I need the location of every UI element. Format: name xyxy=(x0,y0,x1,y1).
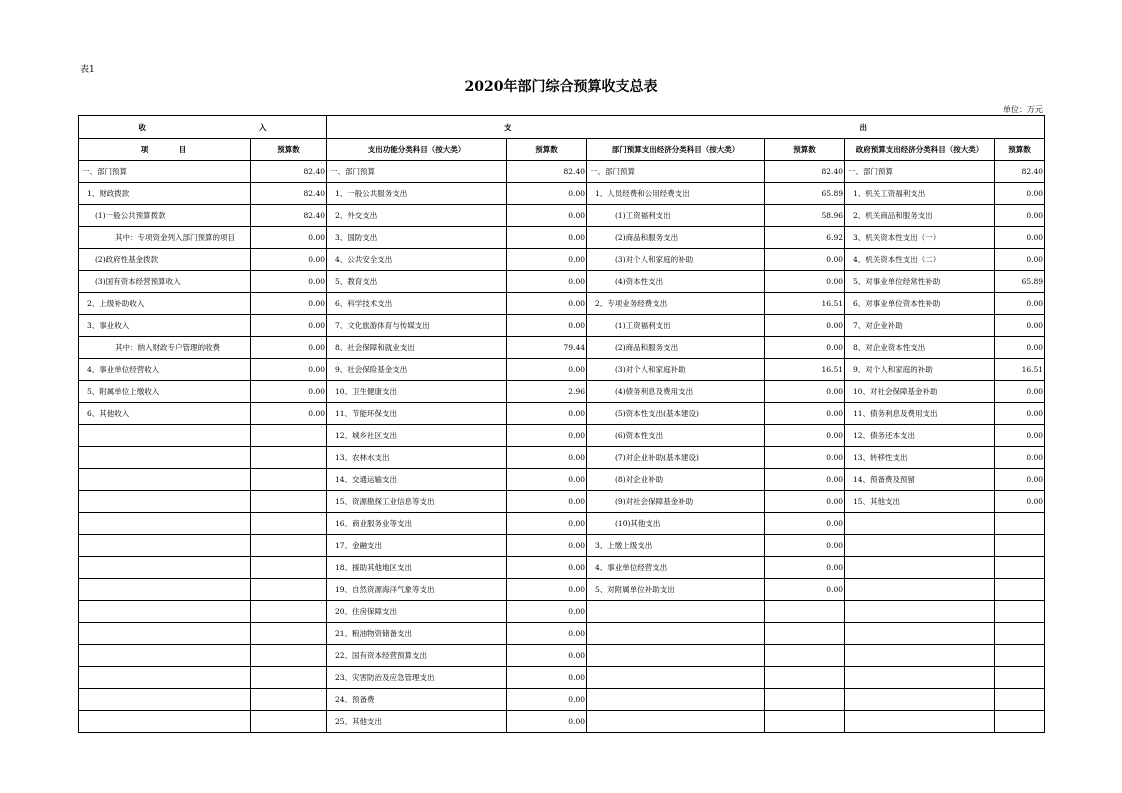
income-header-char-1: 收 xyxy=(138,122,146,132)
income-budget-cell xyxy=(251,579,327,601)
func-budget-cell: 0.00 xyxy=(507,579,587,601)
dept-econ-item-cell: (10)其他支出 xyxy=(587,513,765,535)
table-row xyxy=(79,337,1045,359)
gov-econ-item-cell: 6、对事业单位资本性补助 xyxy=(845,293,995,315)
gov-econ-item-cell: 5、对事业单位经常性补助 xyxy=(845,271,995,293)
func-budget-cell: 82.40 xyxy=(507,161,587,183)
income-item-cell xyxy=(79,557,251,579)
table-row xyxy=(79,315,1045,337)
income-item-cell xyxy=(79,689,251,711)
income-item-cell xyxy=(79,535,251,557)
gov-econ-budget-cell: 0.00 xyxy=(995,381,1045,403)
income-item-cell: 2、上级补助收入 xyxy=(79,293,251,315)
dept-econ-item-cell: 3、上缴上级支出 xyxy=(587,535,765,557)
func-item-cell: 14、交通运输支出 xyxy=(327,469,507,491)
income-item-cell xyxy=(79,447,251,469)
dept-econ-item-cell: (1)工资福利支出 xyxy=(587,315,765,337)
func-item-cell: 一、部门预算 xyxy=(327,161,507,183)
table-row xyxy=(79,293,1045,315)
func-item-cell: 15、资源勘探工业信息等支出 xyxy=(327,491,507,513)
func-item-cell: 17、金融支出 xyxy=(327,535,507,557)
income-item-cell xyxy=(79,425,251,447)
section-header-row xyxy=(79,116,1045,139)
dept-econ-budget-cell: 0.00 xyxy=(765,469,845,491)
dept-econ-budget-cell: 58.96 xyxy=(765,205,845,227)
income-item-cell xyxy=(79,491,251,513)
table-row xyxy=(79,359,1045,381)
func-budget-cell: 0.00 xyxy=(507,513,587,535)
income-item-cell xyxy=(79,579,251,601)
income-item-cell: (2)政府性基金拨款 xyxy=(79,249,251,271)
dept-econ-budget-cell xyxy=(765,689,845,711)
income-budget-cell: 0.00 xyxy=(251,337,327,359)
gov-econ-budget-cell: 16.51 xyxy=(995,359,1045,381)
dept-econ-budget-cell: 6.92 xyxy=(765,227,845,249)
func-item-cell: 25、其他支出 xyxy=(327,711,507,733)
dept-econ-item-cell: 4、事业单位经营支出 xyxy=(587,557,765,579)
dept-econ-item-cell: (7)对企业补助(基本建设) xyxy=(587,447,765,469)
dept-econ-item-cell xyxy=(587,667,765,689)
dept-econ-budget-cell: 65.89 xyxy=(765,183,845,205)
dept-econ-budget-cell: 82.40 xyxy=(765,161,845,183)
income-section-header xyxy=(79,116,327,139)
income-header-char-2: 入 xyxy=(259,122,267,132)
table-row xyxy=(79,623,1045,645)
gov-econ-budget-cell xyxy=(995,645,1045,667)
func-budget-cell: 0.00 xyxy=(507,491,587,513)
budget-table xyxy=(78,115,1045,733)
func-budget-cell: 0.00 xyxy=(507,425,587,447)
income-budget-cell: 82.40 xyxy=(251,183,327,205)
gov-econ-item-cell xyxy=(845,535,995,557)
func-budget-cell: 0.00 xyxy=(507,315,587,337)
income-item-cell xyxy=(79,645,251,667)
dept-econ-budget-cell: 0.00 xyxy=(765,579,845,601)
func-budget-cell: 0.00 xyxy=(507,711,587,733)
table-row xyxy=(79,557,1045,579)
income-item-cell: 5、附属单位上缴收入 xyxy=(79,381,251,403)
func-budget-cell: 0.00 xyxy=(507,205,587,227)
gov-econ-item-cell: 10、对社会保障基金补助 xyxy=(845,381,995,403)
gov-econ-item-cell: 8、对企业资本性支出 xyxy=(845,337,995,359)
func-budget-cell: 0.00 xyxy=(507,601,587,623)
func-item-cell: 6、科学技术支出 xyxy=(327,293,507,315)
dept-econ-budget-cell: 0.00 xyxy=(765,491,845,513)
dept-econ-budget-cell: 0.00 xyxy=(765,557,845,579)
dept-econ-budget-cell xyxy=(765,645,845,667)
income-budget-cell xyxy=(251,623,327,645)
func-budget-cell: 0.00 xyxy=(507,557,587,579)
func-item-cell: 21、粮油物资储备支出 xyxy=(327,623,507,645)
table-row xyxy=(79,425,1045,447)
dept-econ-item-cell: (1)工资福利支出 xyxy=(587,205,765,227)
func-budget-cell: 0.00 xyxy=(507,271,587,293)
func-item-cell: 16、商业服务业等支出 xyxy=(327,513,507,535)
table-row xyxy=(79,513,1045,535)
gov-econ-item-cell: 14、预备费及预留 xyxy=(845,469,995,491)
func-budget-cell: 0.00 xyxy=(507,403,587,425)
func-budget-cell: 0.00 xyxy=(507,645,587,667)
table-row xyxy=(79,535,1045,557)
dept-econ-item-cell: (8)对企业补助 xyxy=(587,469,765,491)
dept-econ-item-cell: (4)债务利息及费用支出 xyxy=(587,381,765,403)
dept-econ-budget-cell: 0.00 xyxy=(765,535,845,557)
income-budget-cell: 0.00 xyxy=(251,381,327,403)
func-budget-cell: 0.00 xyxy=(507,469,587,491)
dept-econ-item-cell: 5、对附属单位补助支出 xyxy=(587,579,765,601)
gov-econ-item-cell xyxy=(845,557,995,579)
dept-econ-item-cell xyxy=(587,689,765,711)
func-budget-cell: 0.00 xyxy=(507,359,587,381)
table-row xyxy=(79,403,1045,425)
gov-econ-budget-cell: 0.00 xyxy=(995,425,1045,447)
dept-econ-budget-cell: 0.00 xyxy=(765,249,845,271)
dept-econ-budget-cell: 16.51 xyxy=(765,293,845,315)
dept-econ-item-cell xyxy=(587,711,765,733)
func-budget-cell: 0.00 xyxy=(507,667,587,689)
gov-econ-item-cell: 11、债务利息及费用支出 xyxy=(845,403,995,425)
dept-econ-budget-cell: 0.00 xyxy=(765,447,845,469)
func-budget-cell: 79.44 xyxy=(507,337,587,359)
gov-econ-item-cell xyxy=(845,513,995,535)
dept-econ-item-cell: (4)资本性支出 xyxy=(587,271,765,293)
gov-econ-item-cell xyxy=(845,711,995,733)
dept-econ-budget-cell: 0.00 xyxy=(765,271,845,293)
gov-econ-budget-cell xyxy=(995,623,1045,645)
dept-econ-budget-cell: 0.00 xyxy=(765,403,845,425)
income-item-cell: 3、事业收入 xyxy=(79,315,251,337)
table-row xyxy=(79,491,1045,513)
col-header-gov-econ: 政府预算支出经济分类科目（按大类） xyxy=(845,139,995,161)
gov-econ-budget-cell: 0.00 xyxy=(995,183,1045,205)
gov-econ-item-cell: 3、机关资本性支出（一） xyxy=(845,227,995,249)
income-budget-cell xyxy=(251,513,327,535)
col-header-func: 支出功能分类科目（按大类） xyxy=(327,139,507,161)
table-row xyxy=(79,271,1045,293)
func-item-cell: 2、外交支出 xyxy=(327,205,507,227)
gov-econ-item-cell xyxy=(845,579,995,601)
gov-econ-item-cell xyxy=(845,667,995,689)
dept-econ-item-cell xyxy=(587,645,765,667)
func-item-cell: 18、援助其他地区支出 xyxy=(327,557,507,579)
expense-section-header xyxy=(327,116,1045,139)
table-row xyxy=(79,667,1045,689)
gov-econ-item-cell: 7、对企业补助 xyxy=(845,315,995,337)
income-budget-cell xyxy=(251,491,327,513)
table-number: 表1 xyxy=(80,65,95,75)
dept-econ-budget-cell xyxy=(765,601,845,623)
column-header-row xyxy=(79,139,1045,161)
income-budget-cell xyxy=(251,689,327,711)
gov-econ-budget-cell xyxy=(995,689,1045,711)
func-budget-cell: 0.00 xyxy=(507,447,587,469)
income-item-cell: (1)一般公共预算拨款 xyxy=(79,205,251,227)
income-budget-cell: 0.00 xyxy=(251,271,327,293)
income-item-cell xyxy=(79,623,251,645)
gov-econ-budget-cell: 0.00 xyxy=(995,315,1045,337)
func-budget-cell: 0.00 xyxy=(507,183,587,205)
income-budget-cell: 0.00 xyxy=(251,403,327,425)
dept-econ-item-cell: 一、部门预算 xyxy=(587,161,765,183)
table-row xyxy=(79,689,1045,711)
dept-econ-item-cell: (6)资本性支出 xyxy=(587,425,765,447)
col-header-dept-econ: 部门预算支出经济分类科目（按大类） xyxy=(587,139,765,161)
income-budget-cell: 82.40 xyxy=(251,205,327,227)
expense-header-char-2: 出 xyxy=(859,122,868,132)
gov-econ-budget-cell: 0.00 xyxy=(995,337,1045,359)
func-budget-cell: 0.00 xyxy=(507,689,587,711)
dept-econ-item-cell: (2)商品和服务支出 xyxy=(587,337,765,359)
income-item-cell: 4、事业单位经营收入 xyxy=(79,359,251,381)
func-item-cell: 24、预备费 xyxy=(327,689,507,711)
table-row xyxy=(79,381,1045,403)
func-item-cell: 7、文化旅游体育与传媒支出 xyxy=(327,315,507,337)
func-item-cell: 3、国防支出 xyxy=(327,227,507,249)
func-budget-cell: 0.00 xyxy=(507,227,587,249)
gov-econ-item-cell xyxy=(845,645,995,667)
gov-econ-budget-cell xyxy=(995,667,1045,689)
income-budget-cell xyxy=(251,601,327,623)
col-header-budget2: 预算数 xyxy=(507,139,587,161)
gov-econ-item-cell: 4、机关资本性支出（二） xyxy=(845,249,995,271)
func-budget-cell: 0.00 xyxy=(507,249,587,271)
dept-econ-budget-cell: 0.00 xyxy=(765,381,845,403)
table-row xyxy=(79,579,1045,601)
col-header-budget4: 预算数 xyxy=(995,139,1045,161)
func-item-cell: 1、一般公共服务支出 xyxy=(327,183,507,205)
income-budget-cell xyxy=(251,667,327,689)
table-row xyxy=(79,161,1045,183)
dept-econ-item-cell: (9)对社会保障基金补助 xyxy=(587,491,765,513)
gov-econ-budget-cell: 0.00 xyxy=(995,205,1045,227)
func-item-cell: 22、国有资本经营预算支出 xyxy=(327,645,507,667)
table-row xyxy=(79,711,1045,733)
income-item-cell: 1、财政拨款 xyxy=(79,183,251,205)
func-item-cell: 8、社会保障和就业支出 xyxy=(327,337,507,359)
col-header-budget3: 预算数 xyxy=(765,139,845,161)
func-item-cell: 19、自然资源海洋气象等支出 xyxy=(327,579,507,601)
gov-econ-budget-cell xyxy=(995,557,1045,579)
gov-econ-budget-cell: 0.00 xyxy=(995,249,1045,271)
func-budget-cell: 0.00 xyxy=(507,293,587,315)
gov-econ-budget-cell: 0.00 xyxy=(995,447,1045,469)
col-header-item: 项 目 xyxy=(79,139,251,161)
gov-econ-budget-cell: 65.89 xyxy=(995,271,1045,293)
gov-econ-item-cell xyxy=(845,601,995,623)
dept-econ-budget-cell: 16.51 xyxy=(765,359,845,381)
expense-header-char-1: 支 xyxy=(504,122,512,132)
dept-econ-budget-cell: 0.00 xyxy=(765,425,845,447)
income-item-cell: 6、其他收入 xyxy=(79,403,251,425)
gov-econ-item-cell: 12、债务还本支出 xyxy=(845,425,995,447)
income-budget-cell: 0.00 xyxy=(251,227,327,249)
gov-econ-budget-cell xyxy=(995,535,1045,557)
income-budget-cell: 0.00 xyxy=(251,359,327,381)
table-row xyxy=(79,183,1045,205)
income-item-cell: 一、部门预算 xyxy=(79,161,251,183)
income-budget-cell: 0.00 xyxy=(251,293,327,315)
income-budget-cell xyxy=(251,425,327,447)
dept-econ-budget-cell: 0.00 xyxy=(765,513,845,535)
dept-econ-item-cell xyxy=(587,601,765,623)
income-budget-cell xyxy=(251,535,327,557)
income-budget-cell xyxy=(251,469,327,491)
gov-econ-item-cell xyxy=(845,689,995,711)
income-budget-cell xyxy=(251,447,327,469)
dept-econ-item-cell: (2)商品和服务支出 xyxy=(587,227,765,249)
income-budget-cell: 82.40 xyxy=(251,161,327,183)
func-item-cell: 5、教育支出 xyxy=(327,271,507,293)
dept-econ-budget-cell xyxy=(765,623,845,645)
dept-econ-budget-cell xyxy=(765,711,845,733)
dept-econ-item-cell: 1、人员经费和公用经费支出 xyxy=(587,183,765,205)
dept-econ-item-cell: (5)资本性支出(基本建设) xyxy=(587,403,765,425)
table-row xyxy=(79,249,1045,271)
dept-econ-item-cell: (3)对个人和家庭补助 xyxy=(587,359,765,381)
dept-econ-budget-cell xyxy=(765,667,845,689)
func-item-cell: 20、住房保障支出 xyxy=(327,601,507,623)
gov-econ-budget-cell: 82.40 xyxy=(995,161,1045,183)
income-item-cell: 其中：纳入财政专户管理的收费 xyxy=(79,337,251,359)
income-budget-cell xyxy=(251,557,327,579)
func-item-cell: 13、农林水支出 xyxy=(327,447,507,469)
gov-econ-budget-cell xyxy=(995,513,1045,535)
income-item-cell xyxy=(79,601,251,623)
func-item-cell: 23、灾害防治及应急管理支出 xyxy=(327,667,507,689)
gov-econ-budget-cell: 0.00 xyxy=(995,491,1045,513)
func-budget-cell: 2.96 xyxy=(507,381,587,403)
gov-econ-item-cell: 2、机关商品和服务支出 xyxy=(845,205,995,227)
func-item-cell: 10、卫生健康支出 xyxy=(327,381,507,403)
table-row xyxy=(79,645,1045,667)
income-budget-cell: 0.00 xyxy=(251,315,327,337)
gov-econ-budget-cell: 0.00 xyxy=(995,293,1045,315)
gov-econ-budget-cell: 0.00 xyxy=(995,227,1045,249)
income-item-cell: (3)国有资本经营预算收入 xyxy=(79,271,251,293)
func-item-cell: 11、节能环保支出 xyxy=(327,403,507,425)
unit-label: 单位：万元 xyxy=(1003,105,1043,114)
table-row xyxy=(79,227,1045,249)
gov-econ-item-cell xyxy=(845,623,995,645)
func-budget-cell: 0.00 xyxy=(507,535,587,557)
income-item-cell: 其中：专项资金列入部门预算的项目 xyxy=(79,227,251,249)
func-item-cell: 9、社会保险基金支出 xyxy=(327,359,507,381)
gov-econ-item-cell: 15、其他支出 xyxy=(845,491,995,513)
income-item-cell xyxy=(79,469,251,491)
func-item-cell: 12、城乡社区支出 xyxy=(327,425,507,447)
func-budget-cell: 0.00 xyxy=(507,623,587,645)
gov-econ-budget-cell: 0.00 xyxy=(995,469,1045,491)
gov-econ-budget-cell: 0.00 xyxy=(995,403,1045,425)
gov-econ-item-cell: 1、机关工资福利支出 xyxy=(845,183,995,205)
income-budget-cell xyxy=(251,711,327,733)
page-title: 2020年部门综合预算收支总表 xyxy=(464,79,658,95)
dept-econ-item-cell xyxy=(587,623,765,645)
income-budget-cell xyxy=(251,645,327,667)
table-row xyxy=(79,469,1045,491)
dept-econ-budget-cell: 0.00 xyxy=(765,315,845,337)
dept-econ-item-cell: 2、专项业务经费支出 xyxy=(587,293,765,315)
gov-econ-budget-cell xyxy=(995,711,1045,733)
income-budget-cell: 0.00 xyxy=(251,249,327,271)
gov-econ-budget-cell xyxy=(995,579,1045,601)
gov-econ-item-cell: 9、对个人和家庭的补助 xyxy=(845,359,995,381)
dept-econ-budget-cell: 0.00 xyxy=(765,337,845,359)
gov-econ-item-cell: 13、转移性支出 xyxy=(845,447,995,469)
table-row xyxy=(79,601,1045,623)
income-item-cell xyxy=(79,667,251,689)
func-item-cell: 4、公共安全支出 xyxy=(327,249,507,271)
table-row xyxy=(79,447,1045,469)
gov-econ-budget-cell xyxy=(995,601,1045,623)
dept-econ-item-cell: (3)对个人和家庭的补助 xyxy=(587,249,765,271)
income-item-cell xyxy=(79,513,251,535)
gov-econ-item-cell: 一、部门预算 xyxy=(845,161,995,183)
table-row xyxy=(79,205,1045,227)
income-item-cell xyxy=(79,711,251,733)
col-header-budget: 预算数 xyxy=(251,139,327,161)
